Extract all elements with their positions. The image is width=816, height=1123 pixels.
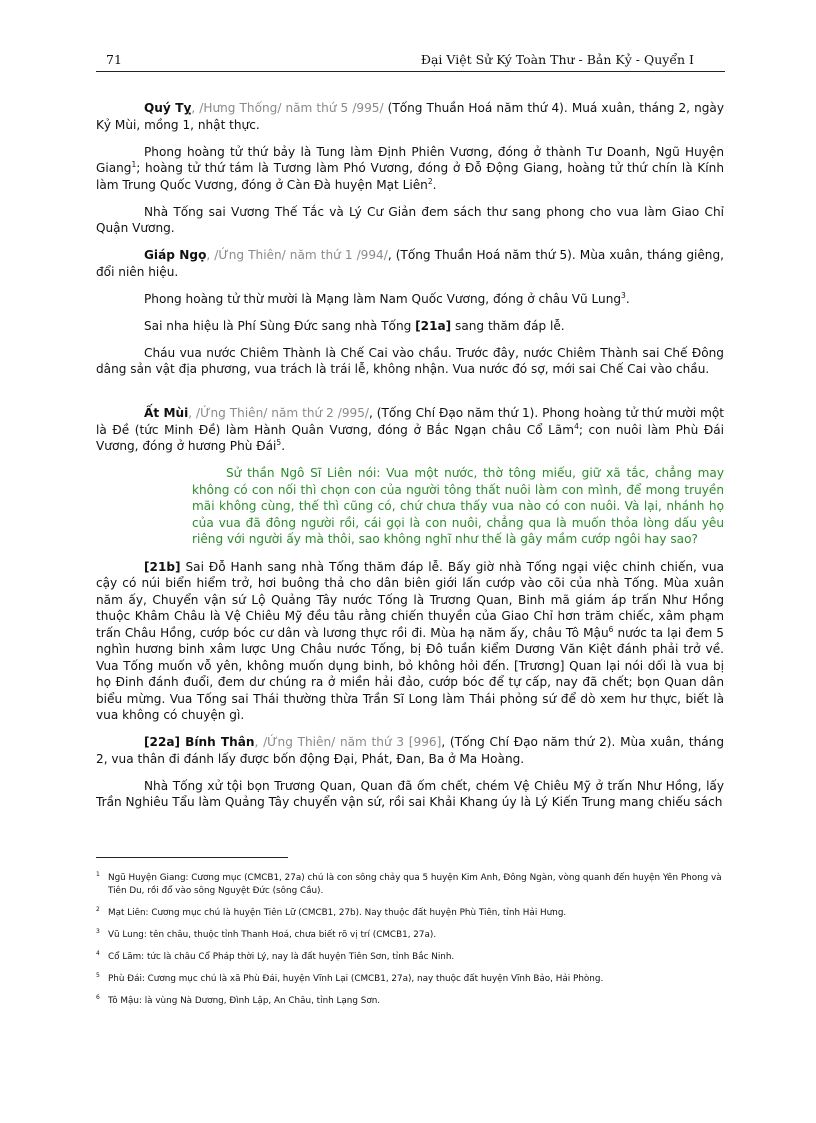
- footnote-separator: [96, 857, 288, 858]
- reign-era: , /Hưng Thống/ năm thứ 5 /995/: [191, 101, 384, 115]
- paragraph-text: Nhà Tống sai Vương Thế Tắc và Lý Cư Giản đem sách thư sang phong cho vua làm Giao Chỉ Quận Vương.: [96, 204, 724, 235]
- header-rule: [96, 71, 725, 72]
- folio-marker: [21a]: [415, 318, 452, 333]
- paragraph-text: (Tống Thuần Hoá năm thứ 4). Muá xuân, tháng 2, ngày Kỷ Mùi, mồng 1, nhật thực.: [96, 101, 724, 132]
- year-heading: Bính Thân: [180, 735, 255, 749]
- footnote-text: Tô Mậu: là vùng Nà Dương, Đình Lập, An Châu, tỉnh Lạng Sơn.: [108, 996, 381, 1006]
- footnote-ref[interactable]: 3: [621, 290, 626, 300]
- footnote: 5 Phù Đái: Cương mục chú là xã Phù Đái, huyện Vĩnh Lại (CMCB1, 27a), nay thuộc đất huyện Vĩnh Bảo, Hải Phòng.: [96, 972, 604, 984]
- paragraph-text: Sai Đỗ Hanh sang nhà Tống thăm đáp lễ. Bấy giờ nhà Tống ngại việc chinh chiến, vua cậy có núi biển hiểm trở, hơi buông thả cho dân biên giới lấn cướp vào cõi của nhà Tống. Mùa xuân năm ấy, Chuyển vận sứ Lộ Quảng Tây nước Tống là Trương Quan, Binh mã giám áp trấn Như Hồng thuộc Khâm Châu là Vệ Chiêu Mỹ đều tâu rằng chiến thuyền của Giao Chỉ hơn trăm chiếc, xâm phạm trấn Châu Hồng, cướp bóc cư dân và lương thực rồi đi. Mùa hạ năm ấy, châu Tô Mậu: [96, 559, 724, 640]
- body-text: [96, 100, 724, 821]
- year-heading: Quý Tỵ: [144, 101, 192, 115]
- historian-commentary: [192, 465, 724, 548]
- paragraph-text: nước ta lại đem 5 nghìn hương binh xâm lược Ung Châu nước Tống, bị Đô tuần kiểm Dương Văn Kiệt đánh phải trở về. Vua Tống muốn vỗ yên, không muốn dụng binh, bỏ không hỏi đến. [Trương] Quan lại nói dối là vua bị họ Đinh đánh đuổi, đem dư chúng ra ở miền hải đảo, cướp bóc để tự cấp, nay đã chết; bọn Quan dân biểu mừng. Vua Tống sai Thái thường thừa Trần Sĩ Long làm Thái phỏng sứ để dò xem hư thực, biết là vua không có chuyện gì.: [96, 625, 724, 722]
- paragraph-text: Cháu vua nước Chiêm Thành là Chế Cai vào chầu. Trước đây, nước Chiêm Thành sai Chế Đông dâng sản vật địa phương, vua trách là trái lễ, không nhận. Vua nước đó sợ, mới sai Chế Cai vào chầu.: [96, 345, 724, 376]
- paragraph-text: .: [432, 177, 437, 192]
- paragraph-champa: [96, 345, 724, 378]
- running-header: [96, 52, 724, 68]
- footnote-ref[interactable]: 5: [276, 437, 282, 447]
- reign-era: , /Ứng Thiên/ năm thứ 3 [996]: [254, 735, 442, 749]
- folio-marker: [21b]: [144, 559, 181, 574]
- section-gap: [96, 388, 724, 405]
- year-heading: Ất Mùi: [144, 406, 189, 420]
- paragraph-nam-quoc: [96, 291, 724, 308]
- paragraph-truong-quan: [96, 778, 724, 811]
- paragraph-song-envoy: [96, 204, 724, 237]
- paragraph-text: sang thăm đáp lễ.: [451, 318, 565, 333]
- footnote-text: Vũ Lung: tên châu, thuộc tỉnh Thanh Hoá, chưa biết rõ vị trí (CMCB1, 27a).: [108, 930, 437, 940]
- paragraph-text: , (Tống Chí Đạo năm thứ 1). Phong hoàng tử thứ mười một là Đề (tức Minh Đề) làm Hành Quân Vương, đóng ở Bắc Ngạn châu Cổ Lãm: [96, 406, 724, 437]
- paragraph-text: Sai nha hiệu là Phí Sùng Đức sang nhà Tống: [144, 318, 416, 333]
- footnote-ref[interactable]: 4: [574, 421, 579, 431]
- footnote-ref[interactable]: 1: [131, 159, 137, 169]
- footnote-ref[interactable]: 2: [427, 176, 433, 186]
- page-number: 71: [106, 52, 122, 67]
- commentary-text: Sử thần Ngô Sĩ Liên nói: Vua một nước, thờ tông miếu, giữ xã tắc, chẳng may không có con nối thì chọn con của người tông thất nuôi làm con mình, để mong truyền mãi không cùng, thế thì cũng có, chứ chưa thấy vua nào có con nuôi. Và lại, nhánh họ của vua đã đông người rồi, cái gọi là con nuôi, chẳng qua là muốn thỏa lòng dấu yêu riêng với người ấy mà thôi, sao không nghĩ như thế là gây mầm cướp ngôi hay sao?: [192, 466, 724, 546]
- footnote-text: Cổ Lãm: tức là châu Cổ Pháp thời Lý, nay là đất huyện Tiên Sơn, tỉnh Bắc Ninh.: [108, 952, 455, 962]
- paragraph-princes: [96, 144, 724, 194]
- footnote: 3 Vũ Lung: tên châu, thuộc tỉnh Thanh Hoá, chưa biết rõ vị trí (CMCB1, 27a).: [96, 928, 437, 940]
- paragraph-text: Nhà Tống xử tội bọn Trương Quan, Quan đã ốm chết, chém Vệ Chiêu Mỹ ở trấn Như Hồng, lấy Trần Nghiêu Tẩu làm Quảng Tây chuyển vận sứ, rồi sai Khải Khang úy là Lý Kiến Trung mang chiếu sách: [96, 778, 724, 809]
- paragraph-giap-ngo: [96, 247, 724, 280]
- paragraph-text: , (Tống Chí Đạo năm thứ 2). Mùa xuân, tháng 2, vua thân đi đánh lấy được bốn động Đại, Phát, Đan, Ba ở Ma Hoàng.: [96, 735, 724, 766]
- paragraph-do-hanh: [96, 559, 724, 724]
- footnote: 6 Tô Mậu: là vùng Nà Dương, Đình Lập, An Châu, tỉnh Lạng Sơn.: [96, 994, 381, 1006]
- paragraph-text: ; con nuôi làm Phù Đái Vương, đóng ở hương Phù Đái: [96, 422, 724, 453]
- footnote-ref[interactable]: 6: [608, 624, 614, 634]
- footnote: 2 Mạt Liên: Cương mục chú là huyện Tiên Lữ (CMCB1, 27b). Nay thuộc đất huyện Phù Tiên, tỉnh Hải Hưng.: [96, 906, 567, 918]
- footnote-text: Ngũ Huyện Giang: Cương mục (CMCB1, 27a) chú là con sông chảy qua 5 huyện Kim Anh, Đông Ngàn, vòng quanh đến huyện Yên Phong và Tiên Du, rồi đổ vào sông Nguyệt Đức (sông Cầu).: [108, 873, 722, 896]
- paragraph-text: .: [625, 291, 630, 306]
- paragraph-text: .: [281, 439, 286, 453]
- footnote-text: Mạt Liên: Cương mục chú là huyện Tiên Lữ (CMCB1, 27b). Nay thuộc đất huyện Phù Tiên, tỉnh Hải Hưng.: [108, 908, 567, 918]
- paragraph-binh-than: [96, 734, 724, 767]
- paragraph-text: Phong hoàng tử thứ bảy là Tung làm Định Phiên Vương, đóng ở thành Tư Doanh, Ngũ Huyện Giang: [96, 144, 724, 175]
- footnote-text: Phù Đái: Cương mục chú là xã Phù Đái, huyện Vĩnh Lại (CMCB1, 27a), nay thuộc đất huyện Vĩnh Bảo, Hải Phòng.: [108, 974, 604, 984]
- paragraph-phi-sung-duc: [96, 318, 724, 335]
- footnote: 1 Ngũ Huyện Giang: Cương mục (CMCB1, 27a) chú là con sông chảy qua 5 huyện Kim Anh, Đông Ngàn, vòng quanh đến huyện Yên Phong và Tiên Du, rồi đổ vào sông Nguyệt Đức (sông Cầu).: [96, 871, 722, 896]
- footnote: 4 Cổ Lãm: tức là châu Cổ Pháp thời Lý, nay là đất huyện Tiên Sơn, tỉnh Bắc Ninh.: [96, 950, 455, 962]
- reign-era: , /Ứng Thiên/ năm thứ 2 /995/: [188, 406, 370, 420]
- paragraph-text: Phong hoàng tử thừ mười là Mạng làm Nam Quốc Vương, đóng ở châu Vũ Lung: [144, 291, 622, 306]
- year-heading: Giáp Ngọ: [144, 248, 207, 262]
- paragraph-at-mui: [96, 405, 724, 455]
- paragraph-quy-ty: [96, 100, 724, 133]
- footnotes: [96, 872, 724, 1017]
- folio-marker: [22a]: [144, 735, 181, 749]
- paragraph-text: , (Tống Thuần Hoá năm thứ 5). Mùa xuân, tháng giêng, đổi niên hiệu.: [96, 248, 724, 279]
- reign-era: , /Ứng Thiên/ năm thứ 1 /994/: [206, 248, 388, 262]
- header-title: Đại Việt Sử Ký Toàn Thư - Bản Kỷ - Quyển I: [420, 52, 694, 67]
- paragraph-text: ; hoàng tử thứ tám là Tương làm Phó Vương, đóng ở Đỗ Động Giang, hoàng tử thứ chín là Kính làm Trung Quốc Vương, đóng ở Càn Đà huyện Mạt Liên: [96, 161, 724, 192]
